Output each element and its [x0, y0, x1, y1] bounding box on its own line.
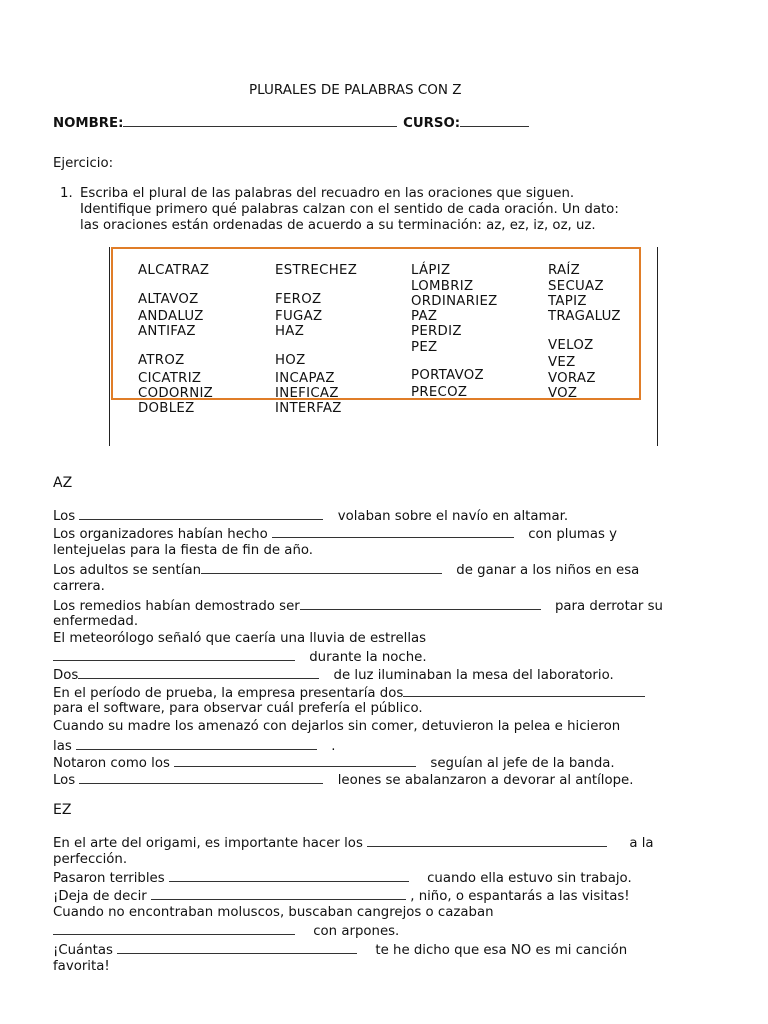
answer-blank[interactable] — [53, 648, 295, 661]
sentence: En el arte del origami, es importante hacer los a la — [53, 836, 654, 851]
sentence: Los organizadores habían hecho con plumas y — [53, 527, 618, 542]
word-bank-item: TRAGALUZ — [548, 309, 621, 324]
sentence: durante la noche. — [53, 648, 427, 665]
name-label: NOMBRE: — [53, 116, 124, 131]
sentence: Cuando no encontraban moluscos, buscaban cangrejos o cazaban — [53, 905, 494, 920]
word-bank-item: VOZ — [548, 386, 578, 401]
word-bank-item: PEZ — [411, 340, 438, 355]
word-bank-item: INTERFAZ — [275, 401, 342, 416]
answer-blank[interactable] — [272, 525, 514, 538]
answer-blank[interactable] — [79, 507, 323, 520]
sentence: Los leones se abalanzaron a devorar al antílope. — [53, 773, 634, 788]
word-bank-item: TAPIZ — [548, 294, 587, 309]
sentence: para el software, para observar cuál prefería el público. — [53, 701, 423, 716]
sentence: ¡Cuántas te he dicho que esa NO es mi canción — [53, 943, 628, 958]
answer-blank[interactable] — [117, 941, 357, 954]
word-bank-item: ESTRECHEZ — [275, 263, 358, 278]
word-bank-item: PRECOZ — [411, 385, 468, 400]
sentence: favorita! — [53, 959, 110, 974]
sentence: carrera. — [53, 579, 105, 594]
sentence: enfermedad. — [53, 614, 139, 629]
answer-blank[interactable] — [79, 771, 323, 784]
word-bank-item: PERDIZ — [411, 324, 462, 339]
word-bank-item: ATROZ — [138, 353, 185, 368]
instruction-line: las oraciones están ordenadas de acuerdo a su terminación: az, ez, iz, oz, uz. — [80, 218, 596, 233]
answer-blank[interactable] — [300, 597, 541, 610]
word-bank-item: ORDINARIEZ — [411, 294, 498, 309]
answer-blank[interactable] — [174, 754, 416, 767]
table-border-left — [109, 247, 110, 446]
word-bank-item: ANTIFAZ — [138, 324, 196, 339]
word-bank-item: DOBLEZ — [138, 401, 195, 416]
course-field[interactable] — [460, 114, 529, 127]
sentence: Dos de luz iluminaban la mesa del laboratorio. — [53, 668, 614, 683]
word-bank-item: FEROZ — [275, 292, 322, 307]
instruction-number: 1. — [60, 186, 73, 201]
word-bank-item: CICATRIZ — [138, 371, 202, 386]
sentence: Los adultos se sentían de ganar a los niños en esa — [53, 563, 640, 578]
word-bank-item: CODORNIZ — [138, 386, 214, 401]
word-bank-item: HOZ — [275, 353, 306, 368]
word-bank-item: INCAPAZ — [275, 371, 335, 386]
section-heading-ez: EZ — [53, 802, 72, 818]
sentence: Pasaron terribles cuando ella estuvo sin trabajo. — [53, 871, 632, 886]
word-bank-item: PORTAVOZ — [411, 368, 484, 383]
answer-blank[interactable] — [367, 834, 607, 847]
word-bank-item: LOMBRIZ — [411, 279, 474, 294]
sentence: las . — [53, 739, 336, 754]
sentence: En el período de prueba, la empresa presentaría dos — [53, 684, 645, 701]
word-bank-item: ALCATRAZ — [138, 263, 210, 278]
header-row — [53, 114, 529, 131]
instruction-line: Escriba el plural de las palabras del recuadro en las oraciones que siguen. — [80, 186, 575, 201]
word-bank-item: PAZ — [411, 309, 438, 324]
sentence: Los volaban sobre el navío en altamar. — [53, 509, 569, 524]
answer-blank[interactable] — [169, 869, 409, 882]
sentence: con arpones. — [53, 922, 399, 939]
answer-blank[interactable] — [76, 737, 317, 750]
answer-blank[interactable] — [78, 666, 319, 679]
answer-blank[interactable] — [151, 887, 406, 900]
answer-blank[interactable] — [201, 561, 442, 574]
word-bank-item: VELOZ — [548, 338, 594, 353]
name-field[interactable] — [123, 114, 397, 127]
sentence: Notaron como los seguían al jefe de la banda. — [53, 756, 615, 771]
sentence: perfección. — [53, 852, 128, 867]
sentence: El meteorólogo señaló que caería una lluvia de estrellas — [53, 631, 427, 646]
course-label: CURSO: — [403, 116, 461, 131]
sentence: Los remedios habían demostrado ser para derrotar su — [53, 599, 663, 614]
word-bank-item: ALTAVOZ — [138, 292, 199, 307]
sentence: ¡Deja de decir , niño, o espantarás a las visitas! — [53, 889, 630, 904]
word-bank-item: VEZ — [548, 355, 576, 370]
sentence: lentejuelas para la fiesta de fin de año. — [53, 543, 313, 558]
instruction-line: Identifique primero qué palabras calzan con el sentido de cada oración. Un dato: — [80, 202, 619, 217]
word-bank-item: INEFICAZ — [275, 386, 339, 401]
word-bank-item: SECUAZ — [548, 279, 604, 294]
answer-blank[interactable] — [403, 684, 645, 697]
section-heading-az: AZ — [53, 475, 73, 491]
word-bank-item: VORAZ — [548, 371, 596, 386]
page-title: PLURALES DE PALABRAS CON Z — [249, 82, 462, 98]
word-bank-item: LÁPIZ — [411, 263, 451, 278]
table-border-right — [657, 247, 658, 446]
word-bank-item: RAÍZ — [548, 263, 581, 278]
word-bank-item: FUGAZ — [275, 309, 323, 324]
word-bank-item: HAZ — [275, 324, 305, 339]
sentence: Cuando su madre los amenazó con dejarlos sin comer, detuvieron la pelea e hicieron — [53, 719, 621, 734]
exercise-label: Ejercicio: — [53, 156, 114, 171]
answer-blank[interactable] — [53, 922, 295, 935]
word-bank-item: ANDALUZ — [138, 309, 204, 324]
